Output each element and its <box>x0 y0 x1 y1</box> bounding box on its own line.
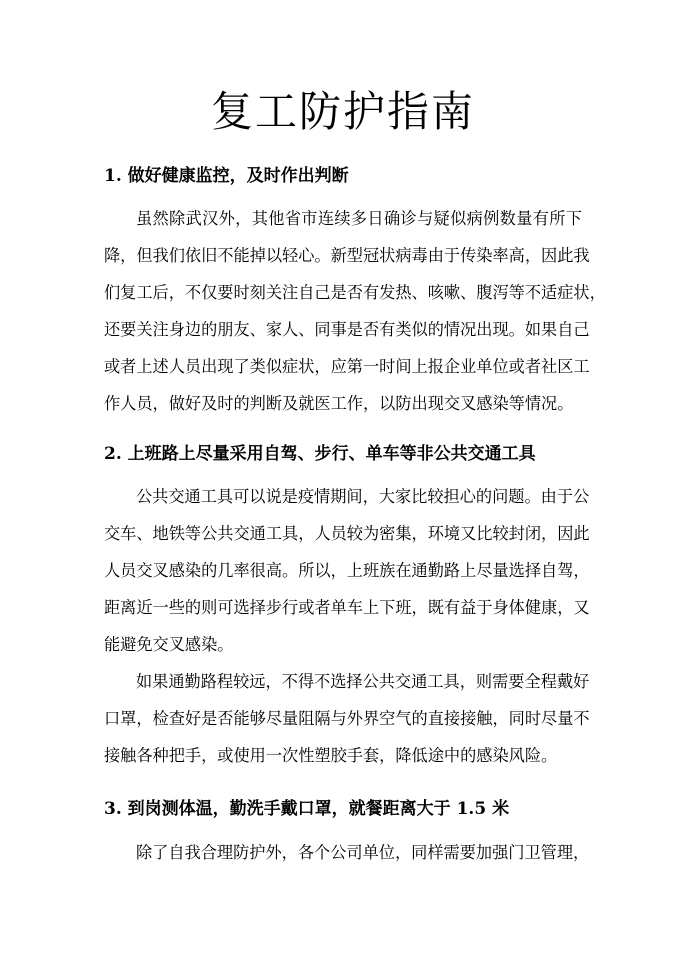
paragraph-line: 口罩，检查好是否能够尽量阻隔与外界空气的直接接触，同时尽量不 <box>104 709 590 728</box>
paragraph-line: 公共交通工具可以说是疫情期间，大家比较担心的问题。由于公 <box>136 487 590 506</box>
paragraph-line: 人员交叉感染的几率很高。所以，上班族在通勤路上尽量选择自驾， <box>104 561 590 580</box>
paragraph-line: 交车、地铁等公共交通工具，人员较为密集，环境又比较封闭，因此 <box>104 524 590 543</box>
paragraph-line: 作人员，做好及时的判断及就医工作，以防出现交叉感染等情况。 <box>104 394 574 413</box>
paragraph-line: 降，但我们依旧不能掉以轻心。新型冠状病毒由于传染率高，因此我 <box>104 246 590 265</box>
paragraph-line: 们复工后，不仅要时刻关注自己是否有发热、咳嗽、腹泻等不适症状， <box>104 283 606 302</box>
paragraph-line: 虽然除武汉外，其他省市连续多日确诊与疑似病例数量有所下 <box>136 209 582 228</box>
paragraph-line: 能避免交叉感染。 <box>104 635 234 654</box>
paragraph-line: 接触各种把手，或使用一次性塑胶手套，降低途中的感染风险。 <box>104 746 558 765</box>
page-title: 复工防护指南 <box>210 87 475 136</box>
section-3-heading: 3. 到岗测体温，勤洗手戴口罩，就餐距离大于 1.5 米 <box>104 799 510 819</box>
paragraph-line: 距离近一些的则可选择步行或者单车上下班，既有益于身体健康，又 <box>104 598 590 617</box>
paragraph-line: 如果通勤路程较远，不得不选择公共交通工具，则需要全程戴好 <box>136 672 590 691</box>
paragraph-line: 或者上述人员出现了类似症状，应第一时间上报企业单位或者社区工 <box>104 357 590 376</box>
section-1-heading: 1. 做好健康监控，及时作出判断 <box>104 166 349 186</box>
section-2-heading: 2. 上班路上尽量采用自驾、步行、单车等非公共交通工具 <box>104 444 536 464</box>
paragraph-line: 还要关注身边的朋友、家人、同事是否有类似的情况出现。如果自己 <box>104 320 590 339</box>
paragraph-line: 除了自我合理防护外，各个公司单位，同样需要加强门卫管理， <box>136 843 590 862</box>
